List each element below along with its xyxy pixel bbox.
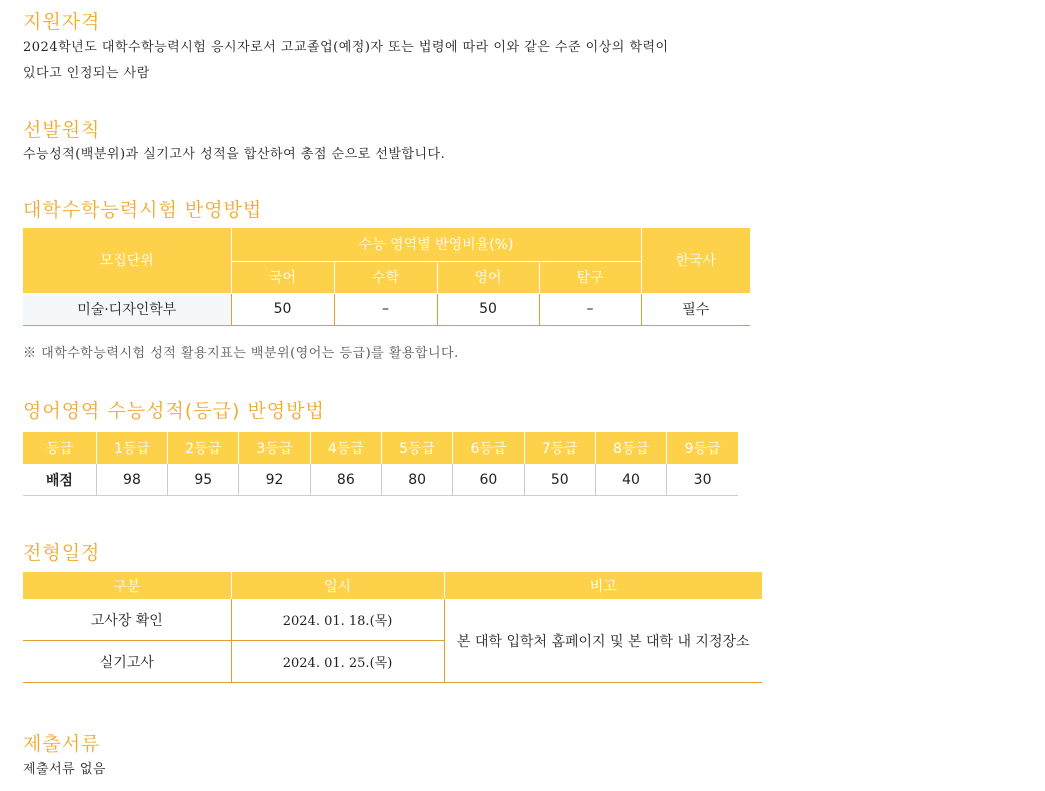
header-grade-6: 6등급: [453, 432, 524, 464]
header-grade-2: 2등급: [168, 432, 239, 464]
csat-heading: 대학수학능력시험 반영방법: [23, 199, 263, 221]
principle-text: 수능성적(백분위)과 실기고사 성적을 합산하여 총점 순으로 선발합니다.: [23, 147, 446, 162]
header-grade-7: 7등급: [524, 432, 595, 464]
cell-type: 고사장 확인: [23, 599, 231, 641]
cell-score-6: 60: [453, 464, 524, 496]
english-heading: 영어영역 수능성적(등급) 반영방법: [23, 400, 325, 422]
header-subject-inquiry: 탐구: [539, 261, 641, 293]
header-type: 구분: [23, 572, 231, 599]
header-grade-8: 8등급: [595, 432, 666, 464]
cell-score-3: 92: [239, 464, 310, 496]
schedule-heading: 전형일정: [23, 542, 101, 564]
eligibility-text-line2: 있다고 인정되는 사람: [23, 66, 150, 81]
header-ratio: 수능 영역별 반영비율(%): [231, 228, 641, 261]
cell-date: 2024. 01. 25.(목): [231, 641, 444, 683]
cell-type: 실기고사: [23, 641, 231, 683]
cell-history: 필수: [641, 293, 750, 325]
table-row: [23, 599, 762, 641]
cell-score-9: 30: [667, 464, 738, 496]
header-grade-9: 9등급: [667, 432, 738, 464]
header-subject-english: 영어: [437, 261, 539, 293]
cell-score-4: 86: [310, 464, 381, 496]
header-grade-5: 5등급: [381, 432, 452, 464]
cell-math: –: [334, 293, 437, 325]
csat-ratio-table: [23, 228, 750, 326]
cell-score-5: 80: [381, 464, 452, 496]
header-subject-korean: 국어: [231, 261, 334, 293]
eligibility-text-line1: 2024학년도 대학수학능력시험 응시자로서 고교졸업(예정)자 또는 법령에 따라 이와 같은 수준 이상의 학력이: [23, 40, 669, 55]
table-row: [23, 464, 738, 496]
cell-score-8: 40: [595, 464, 666, 496]
documents-text: 제출서류 없음: [23, 762, 106, 777]
header-grade-3: 3등급: [239, 432, 310, 464]
table-row: [23, 293, 750, 325]
cell-score-label: 배점: [23, 464, 96, 496]
header-date: 일시: [231, 572, 444, 599]
header-remark: 비고: [444, 572, 762, 599]
cell-english: 50: [437, 293, 539, 325]
cell-inquiry: –: [539, 293, 641, 325]
header-grade-4: 4등급: [310, 432, 381, 464]
schedule-table: [23, 572, 762, 683]
cell-score-7: 50: [524, 464, 595, 496]
header-subject-math: 수학: [334, 261, 437, 293]
cell-date: 2024. 01. 18.(목): [231, 599, 444, 641]
header-korean-history: 한국사: [641, 228, 750, 293]
csat-note: ※ 대학수학능력시험 성적 활용지표는 백분위(영어는 등급)를 활용합니다.: [23, 346, 459, 361]
header-grade-1: 1등급: [96, 432, 167, 464]
documents-heading: 제출서류: [23, 733, 101, 755]
principle-heading: 선발원칙: [23, 119, 101, 141]
header-recruit-unit: 모집단위: [23, 228, 231, 293]
english-grade-table: [23, 432, 738, 496]
cell-remark: 본 대학 입학처 홈페이지 및 본 대학 내 지정장소: [444, 599, 762, 683]
cell-unit: 미술·디자인학부: [23, 293, 231, 325]
eligibility-heading: 지원자격: [23, 11, 101, 33]
cell-korean: 50: [231, 293, 334, 325]
cell-score-2: 95: [168, 464, 239, 496]
cell-score-1: 98: [96, 464, 167, 496]
header-grade-label: 등급: [23, 432, 96, 464]
